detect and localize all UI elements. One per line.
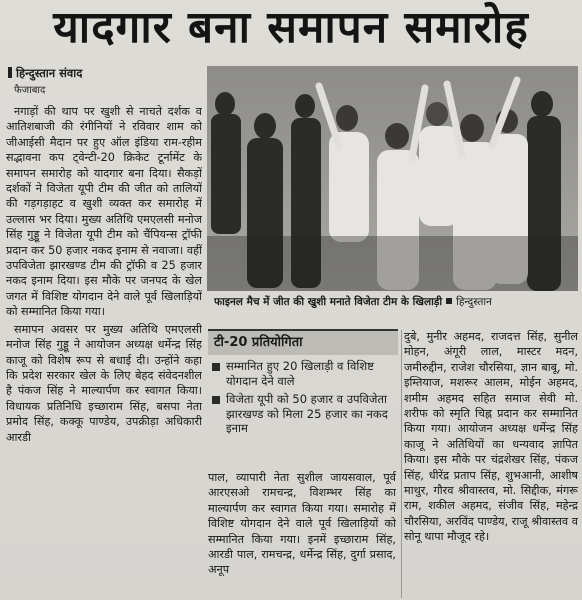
highlight-text: विजेता यूपी को 50 हजार व उपविजेता झारखण्ड को मिला 25 हजार का नकद इनाम [226, 392, 388, 435]
article-paragraph: नगाड़ों की थाप पर खुशी से नाचते दर्शक व आतिशबाजी की रंगीनियों ने रविवार शाम को जीआईसी मैदान पर हुए ऑल इंडिया राम-रहीम सद्भावना कप ट्वेन्टी-20 क्रिकेट टूर्नामेंट के समापन समारोह को यादगार बना दिया। सैकड़ों दर्शकों ने विजेता यूपी टीम की जीत को तालियों की गड़गड़ाहट व खुशी व्यक्त कर समारोह में उल्लास भर दिया। मुख्य अतिथि एमएलसी मनोज सिंह गुड्डू ने विजेता यूपी टीम को चैंपियन्स ट्रॉफी प्रदान कर 50 हजार नकद इनाम से नवाजा। वहीं उपविजेता झारखण्ड टीम की ट्रॉफी व 25 हजार नकद इनाम दिया। इस मौके पर जनपद के खेल जगत में विशिष्ट योगदान देने वाले पूर्व खिलाड़ियों को सम्मानित किया गया। [6, 105, 202, 319]
bullet-square-icon [212, 396, 220, 404]
highlights-box [208, 329, 398, 470]
highlights-heading: टी-20 प्रतियोगिता [208, 331, 398, 355]
byline [8, 66, 198, 81]
photo-caption [214, 295, 576, 309]
bullet-square-icon [212, 363, 220, 371]
highlight-item [208, 355, 398, 388]
article-left-column [6, 104, 202, 600]
highlight-text: सम्मानित हुए 20 खिलाड़ी व विशिष्ट योगदान देने वाले [226, 359, 374, 388]
headline: यादगार बना समापन समारोह [53, 2, 529, 53]
news-photo [207, 66, 578, 291]
photo-credit: हिन्दुस्तान [456, 296, 492, 308]
article-right-column: दुबे, मुनीर अहमद, राजदत्त सिंह, सुनील मोहन, अंगूरी लाल, मास्टर मदन, जमीरुद्दीन, राजेश चौरसिया, ज्ञान बाबू, मो. इम्तियाज, मशरूर आलम, मोईन अहमद, शमीम अहमद सहित समाज सेवी मो. शरीफ को स्मृति चिह्न प्रदान कर सम्मानित किया गया। आयोजन अध्यक्ष धर्मेन्द्र सिंह काजू ने अतिथियों का धन्यवाद ज्ञापित किया। इस मौके पर चंद्रशेखर सिंह, पंकज सिंह, धीरेंद्र प्रताप सिंह, शुभआनी, आशीष माथुर, गौरव श्रीवास्तव, मो. सिद्दीक, मंगरू राम, शकील अहमद, संजीव सिंह, महेन्द्र चौरसिया, अरविंद पाण्डेय, राजू श्रीवास्तव व सोनू थापा मौजूद रहे। [404, 330, 578, 544]
article-paragraph: समापन अवसर पर मुख्य अतिथि एमएलसी मनोज सिंह गुड्डू ने आयोजन अध्यक्ष धर्मेन्द्र सिंह काजू को विशेष रूप से बधाई दी। उन्होंने कहा कि प्रदेश सरकार खेल के लिए बेहद संवेदनशील है पंकज सिंह ने माल्यार्पण कर स्वागत किया। विधायक प्रतिनिधि इच्छाराम सिंह, बसपा नेता प्रमोद सिंह, कक्कू पाण्डेय, उपक्रीड़ा अधिकारी आरडी [6, 322, 202, 444]
caption-separator [446, 298, 452, 304]
highlight-item [208, 388, 398, 436]
celebration-photo-illustration [207, 66, 578, 291]
caption-text: फाइनल मैच में जीत की खुशी मनाते विजेता टीम के खिलाड़ी [214, 296, 443, 308]
article-middle-column: पाल, व्यापारी नेता सुशील जायसवाल, पूर्व आरएसओ रामचन्द्र, विशम्भर सिंह का माल्यार्पण कर स्वागत किया गया। समारोह में विशिष्ट योगदान देने वाले पूर्व खिलाड़ियों को सम्मानित किया गया। इनमें इच्छाराम सिंह, आरडी पाल, रामचन्द्र, धर्मेन्द्र सिंह, दुर्गा प्रसाद, अनूप [208, 471, 396, 577]
byline-text: हिन्दुस्तान संवाद [16, 66, 83, 80]
dateline: फैजाबाद [14, 85, 46, 96]
byline-bar [8, 67, 12, 78]
column-divider [401, 330, 402, 598]
